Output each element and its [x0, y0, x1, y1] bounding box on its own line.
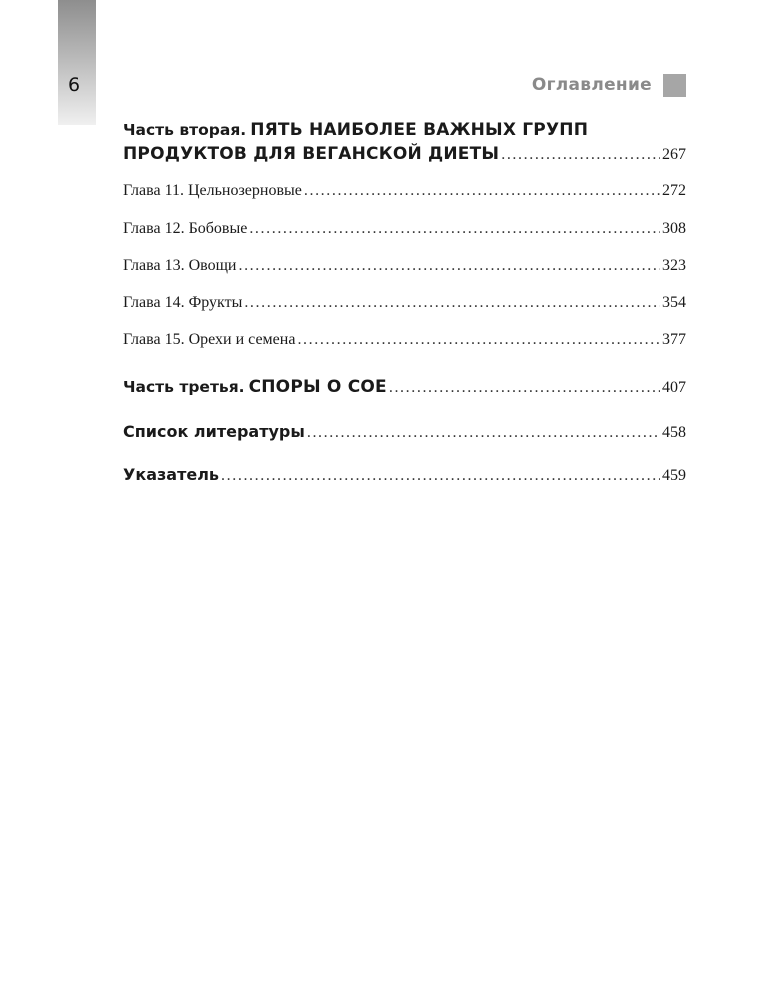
toc-entry-title: Глава 15. Орехи и семена [123, 331, 296, 348]
toc-entry-chapter-14[interactable] [123, 294, 686, 312]
toc-entry-title: Список литературы [123, 422, 305, 441]
toc-page-number: 377 [662, 331, 686, 348]
toc-part3-name: СПОРЫ О СОЕ [248, 377, 387, 397]
toc-leader-dots [221, 467, 660, 485]
toc-page-number: 354 [662, 294, 686, 311]
toc-part2-label: Часть вторая. [123, 121, 247, 139]
toc-leader-dots [238, 257, 660, 275]
toc-entry-chapter-13[interactable] [123, 257, 686, 275]
toc-part2-line1 [123, 120, 588, 140]
toc-entry-title: Глава 13. Овощи [123, 257, 237, 274]
toc-entry-title: Глава 12. Бобовые [123, 220, 248, 237]
page-number: 6 [68, 74, 81, 96]
toc-entry-title: Глава 14. Фрукты [123, 294, 243, 311]
toc-entry-title [123, 377, 387, 397]
toc-entry-title: Указатель [123, 465, 220, 484]
toc-page-number: 323 [662, 257, 686, 274]
toc-page-number: 308 [662, 220, 686, 237]
side-tab-decoration [58, 0, 96, 125]
toc-page-number: 459 [662, 467, 686, 484]
running-head: Оглавление [531, 75, 652, 95]
toc-leader-dots [501, 146, 660, 164]
toc-entry-part2[interactable] [123, 144, 686, 164]
toc-entry-index[interactable] [123, 465, 686, 485]
toc-leader-dots [304, 182, 660, 200]
toc-leader-dots [297, 331, 660, 349]
toc-page-number: 267 [662, 146, 686, 163]
toc-part3-label: Часть третья. [123, 378, 245, 396]
toc-entry-chapter-12[interactable] [123, 220, 686, 238]
toc-part2-name-line1: ПЯТЬ НАИБОЛЕЕ ВАЖНЫХ ГРУПП [250, 120, 589, 140]
toc-leader-dots [307, 424, 660, 442]
toc-entry-chapter-11[interactable] [123, 182, 686, 200]
toc-entry-title: Глава 11. Цельнозерновые [123, 182, 302, 199]
toc-part2-name-line2: ПРОДУКТОВ ДЛЯ ВЕГАНСКОЙ ДИЕТЫ [123, 144, 500, 164]
toc-entry-references[interactable] [123, 422, 686, 442]
toc-entry-chapter-15[interactable] [123, 331, 686, 349]
running-head-marker [663, 74, 686, 97]
toc-page-number: 272 [662, 182, 686, 199]
toc-leader-dots [389, 379, 660, 397]
toc-page-number: 458 [662, 424, 686, 441]
toc-leader-dots [244, 294, 660, 312]
toc-entry-part3[interactable] [123, 377, 686, 397]
toc-leader-dots [249, 220, 660, 238]
toc-page-number: 407 [662, 379, 686, 396]
